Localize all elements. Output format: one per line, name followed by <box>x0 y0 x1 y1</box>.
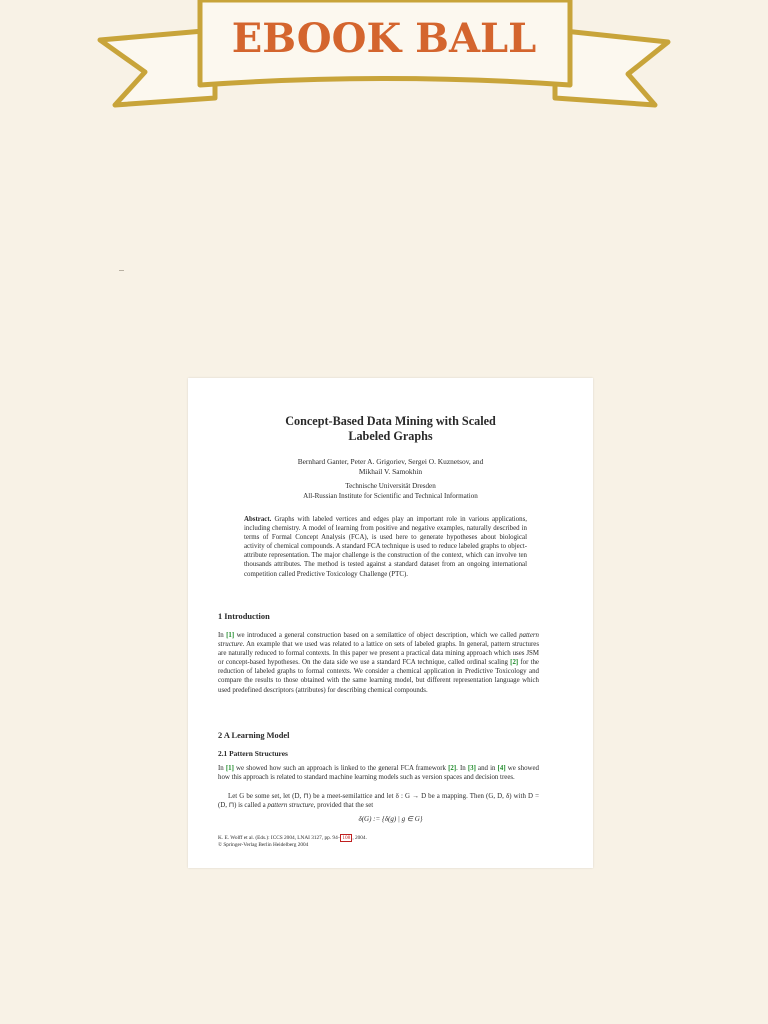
pattern-structures-paragraph: In [1] we showed how such an approach is linked to the general FCA framework [2]. In [3] and in [4] we showed how this approach is related to standard machine learning models such as version spaces and decision trees. <box>218 765 539 782</box>
section-heading-learning-model: 2 A Learning Model <box>218 731 290 740</box>
citation-link[interactable]: [1] <box>226 632 235 639</box>
abstract-text: Graphs with labeled vertices and edges play an important role in various applications, including chemistry. A model of learning from positive and negative examples, naturally described in terms of Formal Concept Analysis (FCA), is used here to generate hypotheses about biological activity of chemical compounds. A standard FCA technique is used to reduce labeled graphs to object-attribute representation. The major challenge is the construction of the context, which can involve ten thousands attributes. The method is tested against a standard dataset from an ongoing international competition called Predictive Toxicology Challenge (PTC). <box>244 516 527 578</box>
paper-title: Concept-Based Data Mining with Scaled Labeled Graphs <box>285 414 496 443</box>
pattern-structure-definition: Let G be some set, let (D, ⊓) be a meet-semilattice and let δ : G → D be a mapping. Then (G, D, δ) with D = (D, ⊓) is called a pattern structure, provided that the set <box>218 793 539 810</box>
section-heading-introduction: 1 Introduction <box>218 612 270 621</box>
page-link[interactable]: 108 <box>342 835 351 841</box>
citation-link[interactable]: [4] <box>497 765 506 772</box>
ebook-ball-banner <box>0 0 768 130</box>
subsection-heading-pattern-structures: 2.1 Pattern Structures <box>218 749 288 758</box>
paper-footer: K. E. Wolff et al. (Eds.): ICCS 2004, LNAI 3127, pp. 94– 108 , 2004. © Springer-Verlag Berlin Heidelberg 2004 <box>218 835 367 849</box>
document-page <box>188 378 593 868</box>
citation-link[interactable]: [2] <box>510 659 519 667</box>
citation-link[interactable]: [1] <box>225 765 234 772</box>
intro-paragraph: In [1] we introduced a general construction based on a semilattice of object description, which we called pattern structure. An example that we used was related to a lattice on sets of labeled graphs. In general, pattern structures are naturally reduced to formal contexts. In this paper we present a practical data mining approach which uses JSM or concept-based hypotheses. On the data side we use a standard FCA technique, called ordinal scaling [2] for the reduction of labeled graphs to formal contexts. We consider a chemical application in Predictive Toxicology and compare the results to those obtained with the same learning model, but different representation language which used predefined descriptors (attributes) for describing chemical compounds. <box>218 632 539 694</box>
paper-abstract <box>244 515 527 579</box>
citation-link[interactable]: [2] <box>448 765 457 772</box>
page-mark <box>119 270 124 271</box>
paper-affiliations: Technische Universität Dresden All-Russian Institute for Scientific and Technical Information <box>303 482 478 500</box>
paper-authors: Bernhard Ganter, Peter A. Grigoriev, Sergei O. Kuznetsov, and Mikhail V. Samokhin <box>297 457 484 476</box>
formula: δ(G) := {δ(g) | g ∈ G} <box>358 815 423 823</box>
banner-title: EBOOK BALL <box>231 15 537 62</box>
abstract-label: Abstract. <box>244 516 272 523</box>
citation-link[interactable]: [3] <box>467 765 476 772</box>
